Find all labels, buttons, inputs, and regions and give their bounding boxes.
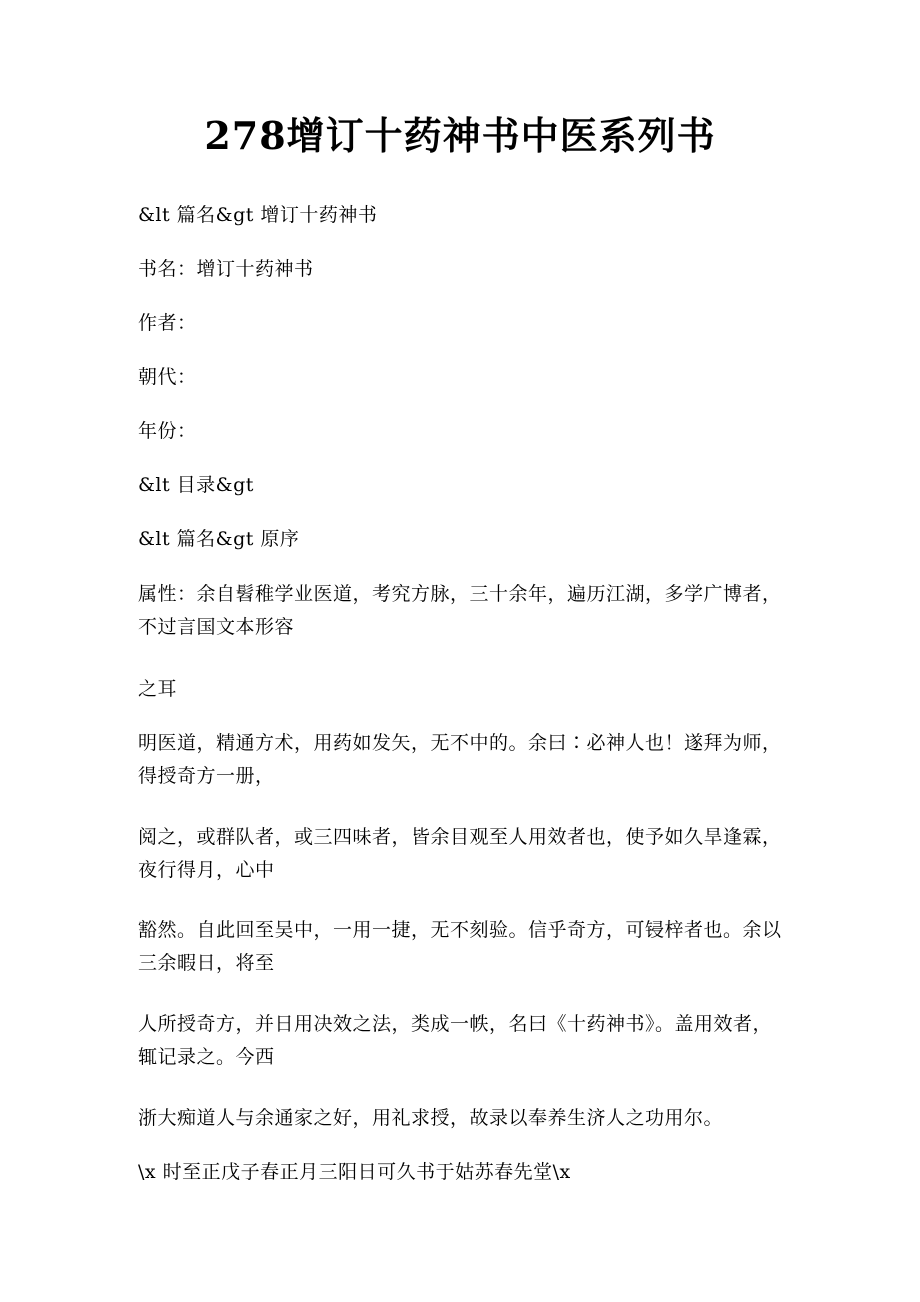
paragraph-year: 年份： [138,420,197,442]
paragraph-contents-heading: &lt 目录&gt [138,474,254,496]
paragraph-body: 之耳 [138,678,178,700]
paragraph-signature: \x 时至正戊子春正月三阳日可久书于姑苏春先堂\x [138,1161,571,1183]
paragraph-author: 作者： [138,312,197,334]
paragraph-dynasty: 朝代： [138,366,197,388]
paragraph-body: 明医道，精通方术，用药如发矢，无不中的。余曰∶必神人也！遂拜为师，得授奇方一册， [138,732,782,787]
paragraph-book-name: 书名：增订十药神书 [138,258,314,280]
paragraph-body: 人所授奇方，并日用决效之法，类成一帙，名曰《十药神书》。盖用效者，辄记录之。今西 [138,1013,773,1068]
paragraph-body: 豁然。自此回至吴中，一用一捷，无不刻验。信乎奇方，可锓梓者也。余以三余暇日，将至 [138,919,782,974]
paragraph-body: 阅之，或群队者，或三四味者，皆余目观至人用效者也，使予如久旱逢霖，夜行得月，心中 [138,826,782,881]
paragraph-chapter-heading: &lt 篇名&gt 增订十药神书 [138,204,378,226]
paragraph-preface-heading: &lt 篇名&gt 原序 [138,528,300,550]
paragraph-body: 浙大痴道人与余通家之好，用礼求授，故录以奉养生济人之功用尔。 [138,1107,724,1129]
document-title: 278增订十药神书中医系列书 [204,113,716,158]
paragraph-body: 属性：余自髫稚学业医道，考究方脉，三十余年，遍历江湖，多学广博者，不过言国文本形容 [138,583,782,638]
